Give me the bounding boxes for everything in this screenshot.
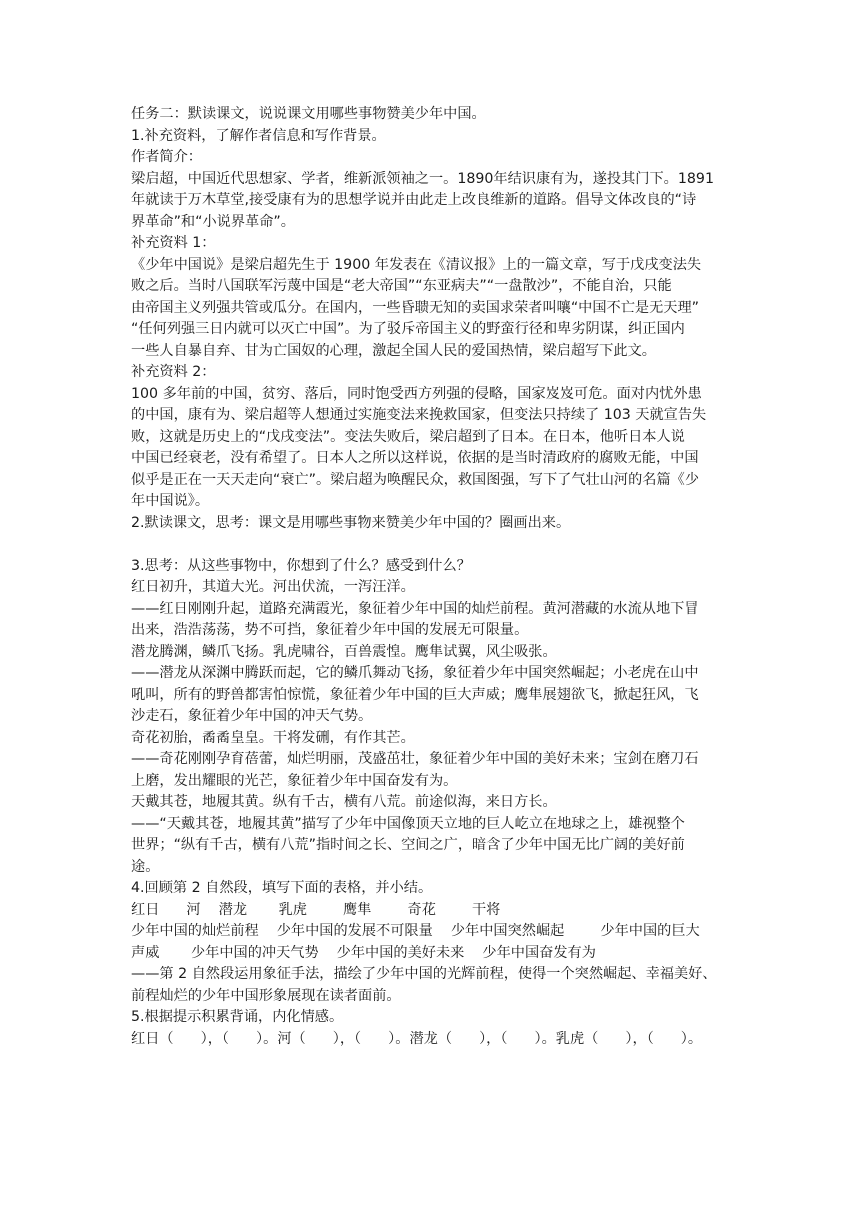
text-line: 3.思考：从这些事物中，你想到了什么？感受到什么？ bbox=[131, 557, 471, 574]
text-line: ——“天戴其苍，地履其黄”描写了少年中国像顶天立地的巨人屹立在地球之上，雄视整个 bbox=[131, 815, 685, 832]
text-line: 红日 河 潜龙 乳虎 鹰隼 奇花 干将 bbox=[131, 901, 501, 918]
text-line: ——潜龙从深渊中腾跃而起，它的鳞爪舞动飞扬，象征着少年中国突然崛起；小老虎在山中 bbox=[131, 665, 699, 681]
text-line: 年就读于万木草堂,接受康有为的思想学说并由此走上改良维新的道路。倡导文体改良的“诗 bbox=[131, 192, 697, 208]
text-line: 红日初升，其道大光。河出伏流，一泻汪洋。 bbox=[131, 579, 415, 595]
text-line: 的中国，康有为、梁启超等人想通过实施变法来挽救国家，但变法只持续了 103 天就宣告失 bbox=[131, 407, 707, 423]
text-line: 年中国说》。 bbox=[131, 493, 210, 509]
text-line: 由帝国主义列强共管或瓜分。在国内，一些昏聩无知的卖国求荣者叫嚷“中国不亡是无天理” bbox=[131, 299, 700, 316]
text-line: 界革命”和“小说界革命”。 bbox=[131, 213, 295, 230]
text-line: ——奇花刚刚孕育蓓蕾，灿烂明丽，茂盛茁壮，象征着少年中国的美好未来；宝剑在磨刀石 bbox=[131, 751, 699, 767]
text-line: 少年中国的灿烂前程 少年中国的发展不可限量 少年中国突然崛起 少年中国的巨大 bbox=[131, 923, 700, 939]
text-line: 任务二：默读课文，说说课文用哪些事物赞美少年中国。 bbox=[131, 106, 486, 122]
text-line: 补充资料 1： bbox=[131, 235, 216, 251]
text-line: 补充资料 2： bbox=[131, 364, 216, 380]
text-line: 作者简介： bbox=[131, 149, 202, 165]
text-line: ——第 2 自然段运用象征手法，描绘了少年中国的光辉前程，使得一个突然崛起、幸福美好、 bbox=[131, 966, 717, 982]
text-line: 奇花初胎，矞矞皇皇。干将发硎，有作其芒。 bbox=[131, 729, 415, 746]
text-line: 中国已经衰老，没有希望了。日本人之所以这样说，依据的是当时清政府的腐败无能，中国 bbox=[131, 450, 699, 466]
text-line: 前程灿烂的少年中国形象展现在读者面前。 bbox=[131, 987, 401, 1004]
text-line: ——红日刚刚升起，道路充满霞光，象征着少年中国的灿烂前程。黄河潜藏的水流从地下冒 bbox=[131, 600, 699, 617]
text-line: 途。 bbox=[131, 858, 160, 875]
text-line: 2.默读课文，思考：课文是用哪些事物来赞美少年中国的？圈画出来。 bbox=[131, 514, 571, 531]
text-line: 一些人自暴自弃、甘为亡国奴的心理，激起全国人民的爱国热情，梁启超写下此文。 bbox=[131, 342, 656, 359]
text-line: 吼叫，所有的野兽都害怕惊慌，象征着少年中国的巨大声威；鹰隼展翅欲飞，掀起狂风，飞 bbox=[131, 686, 699, 703]
text-line: 潜龙腾渊，鳞爪飞扬。乳虎啸谷，百兽震惶。鹰隼试翼，风尘吸张。 bbox=[131, 643, 557, 660]
text-line: 5.根据提示积累背诵，内化情感。 bbox=[131, 1009, 344, 1025]
text-line: 100 多年前的中国，贫穷、落后，同时饱受西方列强的侵略，国家岌岌可危。面对内忧外患 bbox=[131, 385, 702, 402]
text-line: 上磨，发出耀眼的光芒，象征着少年中国奋发有为。 bbox=[131, 772, 458, 789]
blank-line bbox=[131, 534, 731, 556]
text-line: 似乎是正在一天天走向“衰亡”。梁启超为唤醒民众，救国图强，写下了气壮山河的名篇《少 bbox=[131, 471, 700, 488]
text-line: 《少年中国说》是梁启超先生于 1900 年发表在《清议报》上的一篇文章，写于戊戌变法失 bbox=[131, 256, 702, 273]
text-line: 天戴其苍，地履其黄。纵有千古，横有八荒。前途似海，来日方长。 bbox=[131, 794, 557, 810]
text-line: 世界；“纵有千古，横有八荒”指时间之长、空间之广，暗含了少年中国无比广阔的美好前 bbox=[131, 837, 685, 853]
text-line: 梁启超，中国近代思想家、学者，维新派领袖之一。1890年结识康有为，遂投其门下。1891 bbox=[131, 170, 714, 187]
text-line: 出来，浩浩荡荡，势不可挡，象征着少年中国的发展无可限量。 bbox=[131, 622, 529, 638]
text-line: “任何列强三日内就可以灭亡中国”。为了驳斥帝国主义的野蛮行径和卑劣阴谋，纠正国内 bbox=[131, 321, 685, 337]
text-line: 败之后。当时八国联军污蔑中国是“老大帝国”“东亚病夫”“一盘散沙”，不能自治，只能 bbox=[131, 278, 672, 294]
text-line: 沙走石，象征着少年中国的冲天气势。 bbox=[131, 708, 373, 724]
text-line: 1.补充资料，了解作者信息和写作背景。 bbox=[131, 127, 386, 144]
text-line: 红日（ ），（ ）。河（ ），（ ）。潜龙（ ），（ ）。乳虎（ ），（ ）。 bbox=[131, 1030, 703, 1047]
document-body bbox=[131, 104, 731, 1050]
text-line: 声威 少年中国的冲天气势 少年中国的美好未来 少年中国奋发有为 bbox=[131, 944, 596, 961]
text-line: 4.回顾第 2 自然段，填写下面的表格，并小结。 bbox=[131, 880, 433, 896]
text-line: 败，这就是历史上的“戊戌变法”。变法失败后，梁启超到了日本。在日本，他听日本人说 bbox=[131, 428, 685, 445]
